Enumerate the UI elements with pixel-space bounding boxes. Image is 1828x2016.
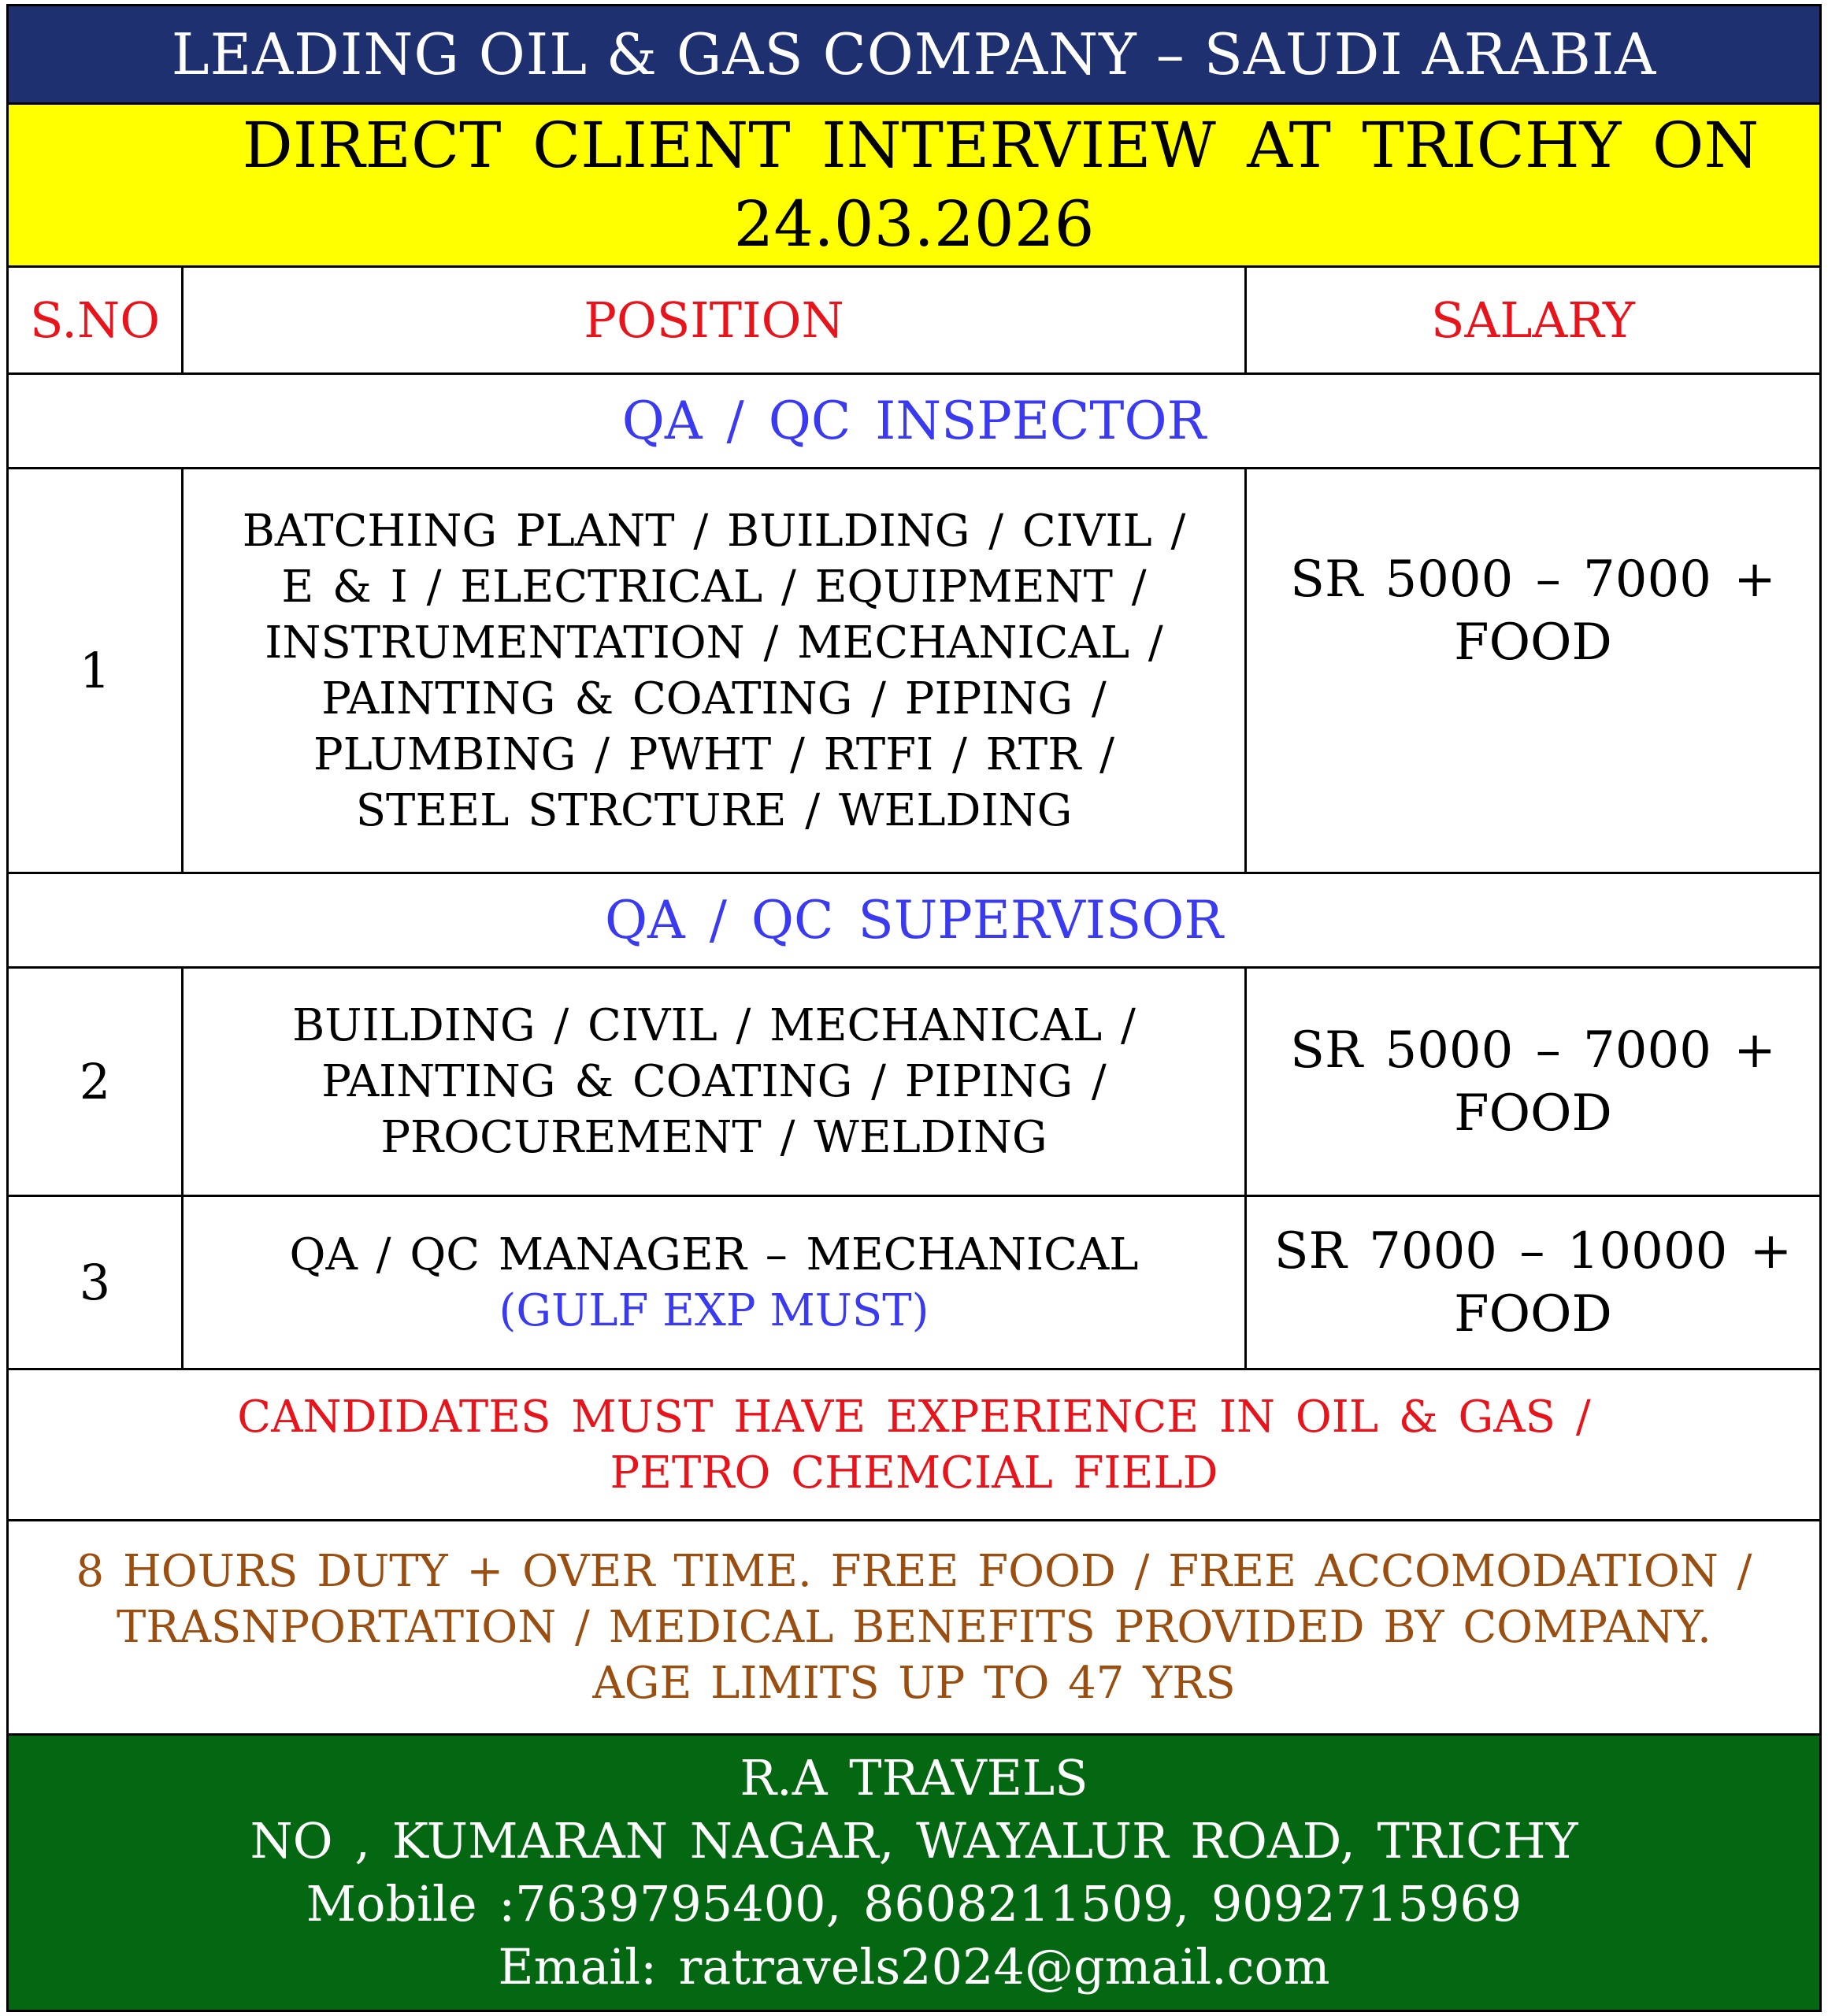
position-line: PROCUREMENT / WELDING	[380, 1112, 1047, 1163]
salary-extra: FOOD	[1454, 1284, 1612, 1343]
agency-name: R.A TRAVELS	[740, 1749, 1088, 1807]
position-line: BUILDING / CIVIL / MECHANICAL /	[292, 1000, 1136, 1051]
contact-footer	[9, 1736, 1819, 2010]
table-row	[9, 1197, 1819, 1370]
benefits-block	[9, 1521, 1819, 1736]
salary-range: SR 5000 – 7000 +	[1290, 1021, 1776, 1080]
row-sno-cell	[9, 1197, 184, 1368]
row-sno-cell	[9, 469, 184, 872]
interview-date: 24.03.2026	[733, 187, 1095, 261]
row-sno-cell	[9, 969, 184, 1195]
position-note: (GULF EXP MUST)	[499, 1284, 929, 1336]
requirement-line: PETRO CHEMCIAL FIELD	[610, 1447, 1218, 1499]
page-title: LEADING OIL & GAS COMPANY – SAUDI ARABIA	[171, 21, 1657, 87]
experience-requirement	[9, 1370, 1819, 1521]
job-advertisement	[6, 4, 1822, 2012]
interview-banner	[9, 105, 1819, 268]
requirement-line: CANDIDATES MUST HAVE EXPERIENCE IN OIL & GAS /	[237, 1391, 1591, 1443]
position-line: BATCHING PLANT / BUILDING / CIVIL /	[242, 505, 1186, 557]
row-position-cell	[184, 469, 1247, 872]
column-header-salary: SALARY	[1431, 291, 1635, 349]
table-row	[9, 469, 1819, 874]
interview-location: DIRECT CLIENT INTERVIEW AT TRICHY ON	[242, 109, 1759, 182]
benefits-line: 8 HOURS DUTY + OVER TIME. FREE FOOD / FREE ACCOMODATION /	[76, 1546, 1752, 1597]
salary-range: SR 5000 – 7000 +	[1290, 550, 1776, 609]
salary-range: SR 7000 – 10000 +	[1274, 1221, 1793, 1280]
email-address: Email: ratravels2024@gmail.com	[498, 1938, 1330, 1996]
position-line: QA / QC MANAGER – MECHANICAL	[289, 1228, 1139, 1280]
salary-extra: FOOD	[1454, 1084, 1612, 1143]
position-line: PAINTING & COATING / PIPING /	[321, 673, 1107, 724]
salary-extra: FOOD	[1454, 613, 1612, 672]
table-header	[9, 268, 1819, 375]
row-salary-cell	[1247, 969, 1819, 1195]
position-line: PAINTING & COATING / PIPING /	[321, 1056, 1107, 1107]
section-heading-supervisor: QA / QC SUPERVISOR	[9, 874, 1819, 969]
agency-address: NO , KUMARAN NAGAR, WAYALUR ROAD, TRICHY	[250, 1812, 1578, 1870]
row-position-cell	[184, 1197, 1247, 1368]
table-row	[9, 969, 1819, 1197]
column-header-position: POSITION	[184, 268, 1247, 372]
column-header-sno: S.NO	[9, 268, 184, 372]
row-salary-cell	[1247, 469, 1819, 872]
mobile-numbers: Mobile :7639795400, 8608211509, 9092715969	[306, 1875, 1522, 1933]
row-sno: 1	[79, 642, 111, 699]
benefits-line: TRASNPORTATION / MEDICAL BENEFITS PROVIDED BY COMPANY.	[117, 1602, 1711, 1653]
row-sno: 3	[79, 1254, 111, 1311]
row-position-cell	[184, 969, 1247, 1195]
title-banner	[9, 6, 1819, 105]
row-sno: 2	[79, 1053, 111, 1110]
position-line: STEEL STRCTURE / WELDING	[355, 784, 1073, 836]
section-heading-inspector: QA / QC INSPECTOR	[9, 375, 1819, 469]
position-line: E & I / ELECTRICAL / EQUIPMENT /	[281, 561, 1147, 613]
position-line: INSTRUMENTATION / MECHANICAL /	[265, 617, 1163, 669]
row-salary-cell	[1247, 1197, 1819, 1368]
age-limit-line: AGE LIMITS UP TO 47 YRS	[592, 1658, 1236, 1709]
position-line: PLUMBING / PWHT / RTFI / RTR /	[313, 728, 1115, 780]
